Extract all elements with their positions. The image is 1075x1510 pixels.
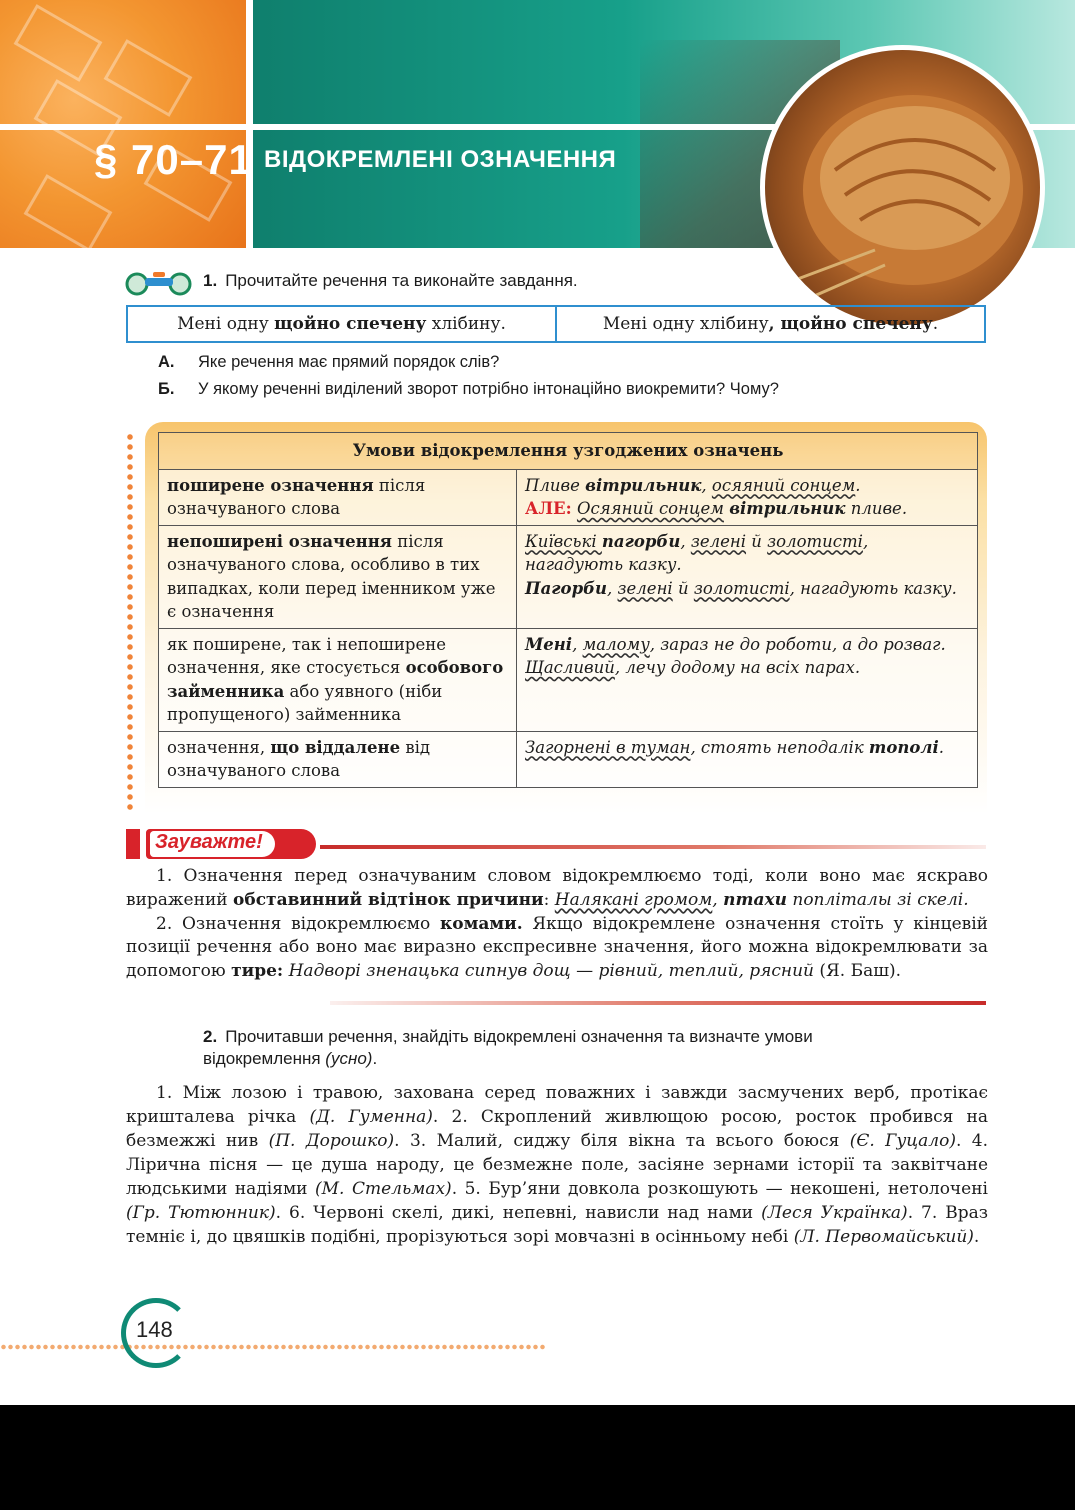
text: як поширене, так і непоширене означення, яке стосується — [167, 634, 446, 677]
note-divider-top — [320, 845, 986, 849]
text: , — [712, 889, 724, 910]
sentence-text: . 7. Враз темніє і, до цвяшків подібні, прорізуються зорі мовчазні в осінньому небі — [126, 1203, 989, 1247]
text: після означуваного слова — [167, 475, 426, 518]
text: , — [701, 475, 712, 495]
bold-term: комами. — [439, 913, 523, 934]
text: , лечу додому на всіх парах. — [614, 658, 861, 677]
author-citation: (Леся Українка) — [761, 1203, 908, 1223]
exercise-number: 1. — [203, 271, 218, 290]
underlined-word: золотисті — [767, 531, 863, 551]
text: або уявного (ніби пропущеного) займенника — [167, 681, 443, 724]
rules-table — [158, 432, 978, 788]
condition-cell — [159, 525, 517, 628]
table-row — [159, 469, 978, 525]
chapter-title: ВІДОКРЕМЛЕНІ ОЗНАЧЕННЯ — [264, 146, 617, 173]
text: 1. Означення перед означуваним словом відокремлюємо тоді, коли воно має яскраво виражений — [126, 866, 988, 910]
text: після означуваного слова, особливо в тих випадках, коли перед іменником уже є означення — [167, 531, 496, 621]
underlined-word: малому — [582, 634, 650, 654]
text: попліталы зі скелі. — [786, 889, 969, 910]
condition-cell — [159, 469, 517, 525]
underlined-word: зелені — [690, 531, 747, 551]
bold-word: тополі — [868, 737, 939, 757]
text: . — [372, 1049, 378, 1068]
bold-term: тире: — [231, 961, 284, 982]
question-b — [158, 380, 779, 399]
text: хлібину. — [426, 314, 506, 334]
table-row — [159, 628, 978, 731]
page-number: 148 — [136, 1317, 173, 1342]
binoculars-icon — [125, 270, 193, 296]
bold-phrase: щойно спечену — [274, 314, 427, 334]
example-cell — [517, 628, 978, 731]
bold-word: пагорби — [601, 531, 681, 551]
underlined-word: золотисті — [693, 578, 790, 598]
text: Пливе — [525, 475, 586, 495]
bold-word: вітрильник — [585, 475, 702, 495]
text: . — [932, 314, 939, 334]
text: , — [572, 634, 583, 654]
instruction-text: Прочитавши речення, знайдіть відокремлені означення та визначте умови відокремлення — [203, 1027, 813, 1068]
exercise-1-instruction — [203, 271, 578, 291]
underlined-word: зелені — [617, 578, 673, 598]
instruction-text: Прочитайте речення та виконайте завдання. — [225, 271, 578, 290]
text: , нагадують казку. — [525, 531, 869, 574]
example-cell — [517, 731, 978, 787]
text: . — [855, 475, 861, 495]
note-body — [126, 865, 988, 984]
table-title: Умови відокремлення узгоджених означень — [159, 433, 978, 470]
bold-word: вітрильник — [729, 499, 846, 518]
sentence-text: . 5. Бур’яни довкола розкошують — некошені, нетолочені — [451, 1179, 988, 1199]
underlined-word: Щасливий — [525, 658, 615, 677]
sentence-text: . 3. Малий, сиджу біля вікна та всього боюся — [394, 1131, 850, 1151]
text: 2. Означення відокремлюємо — [156, 913, 440, 934]
note-paragraph-2 — [126, 913, 988, 984]
condition-cell — [159, 628, 517, 731]
table-row — [159, 525, 978, 628]
sentence-text: . 2. Скроплений живлющою росою, росток пробився на безмежжі нив — [126, 1107, 989, 1151]
bold-word: Мені — [525, 634, 573, 654]
text: , нагадують казку. — [789, 578, 957, 598]
bold-term: обставинний відтінок причини — [233, 889, 544, 910]
note-tag-label: Зауважте! — [155, 831, 263, 853]
note-paragraph-1 — [126, 865, 988, 913]
text: , зараз не до роботи, а до розваг. — [649, 634, 946, 654]
text: (Я. Баш). — [814, 961, 902, 982]
sentence-text: . — [973, 1227, 980, 1247]
text: від означуваного слова — [167, 737, 431, 780]
text: Якщо відокремлене означення стоїть у кінцевій позиції речення або воно має виразно експресивне значення, його можна відокремлювати за допомогою — [126, 913, 989, 982]
bold-term: що віддалене — [270, 737, 401, 757]
bold-word: птахи — [723, 889, 787, 910]
underlined-word: Київські — [525, 531, 602, 551]
decorative-dots — [127, 432, 133, 812]
footer-dots — [0, 1344, 545, 1350]
table-row — [159, 731, 978, 787]
condition-cell — [159, 731, 517, 787]
text: пливе. — [845, 499, 908, 518]
exercise-2-text — [126, 1081, 988, 1249]
underlined-phrase: Налякані громом — [554, 889, 713, 910]
note-marker — [126, 829, 140, 859]
bold-phrase: , щойно спечену — [768, 314, 933, 334]
text: означення, — [167, 737, 271, 757]
instruction-note: (усно) — [325, 1049, 373, 1068]
text: : — [543, 889, 555, 910]
author-citation: (Є. Гуцало) — [849, 1131, 956, 1151]
exercise-2-instruction — [203, 1026, 923, 1070]
text: Мені одну хлібину — [602, 314, 769, 334]
text: , — [680, 531, 691, 551]
question-label: Б. — [158, 380, 175, 398]
example-phrase: Надворі зненацька сипнув дощ — рівний, теплий, рясний — [288, 961, 815, 982]
text: , стоять неподалік — [690, 737, 869, 757]
bold-term: поширене означення — [167, 475, 374, 495]
question-text: Яке речення має прямий порядок слів? — [198, 353, 500, 371]
example-cell — [517, 469, 978, 525]
text: , — [607, 578, 618, 598]
sentence-text: . 4. Лірична пісня — це душа народу, це безмежне поле, засіяне зернами історії та заквітчане людськими надіями — [126, 1131, 989, 1199]
exercise-number: 2. — [203, 1027, 218, 1046]
sentence-left — [128, 307, 555, 341]
underlined-phrase: осяяний сонцем — [711, 475, 856, 495]
bold-term: непоширені означення — [167, 531, 392, 551]
text: й — [746, 531, 768, 551]
header-divider-vertical — [246, 0, 253, 248]
but-label: АЛЕ: — [525, 499, 572, 518]
question-a — [158, 353, 499, 372]
sentence-comparison-box — [126, 305, 986, 343]
table-header-row — [159, 433, 978, 470]
author-citation: (П. Дорошко) — [268, 1131, 395, 1151]
author-citation: (Д. Гуменна) — [309, 1107, 433, 1127]
bold-term: особового займенника — [167, 658, 504, 701]
text: й — [672, 578, 694, 598]
sentence-text: 1. Між лозою і травою, захована серед поважних і завжди засмучених верб, протікає кришталева річка — [126, 1083, 988, 1127]
sentence-right — [555, 307, 984, 341]
question-label: А. — [158, 353, 175, 371]
author-citation: (Л. Первомайський) — [793, 1227, 974, 1247]
underlined-phrase: Осяяний сонцем — [576, 499, 724, 518]
bold-word: Пагорби — [525, 578, 608, 598]
text: Мені одну — [177, 314, 275, 334]
underlined-phrase: Загорнені в туман — [525, 737, 691, 757]
author-citation: (Гр. Тютюнник) — [126, 1203, 276, 1223]
note-divider-bottom — [330, 1001, 986, 1005]
bread-image — [760, 45, 1045, 330]
paragraph-number: § 70–71 — [94, 136, 253, 183]
author-citation: (М. Стельмах) — [315, 1179, 452, 1199]
sentence-text: . 6. Червоні скелі, дикі, непевні, нависли над нами — [275, 1203, 762, 1223]
question-text: У якому реченні виділений зворот потрібно інтонаційно виокремити? Чому? — [198, 380, 779, 398]
example-cell — [517, 525, 978, 628]
text: . — [938, 737, 944, 757]
